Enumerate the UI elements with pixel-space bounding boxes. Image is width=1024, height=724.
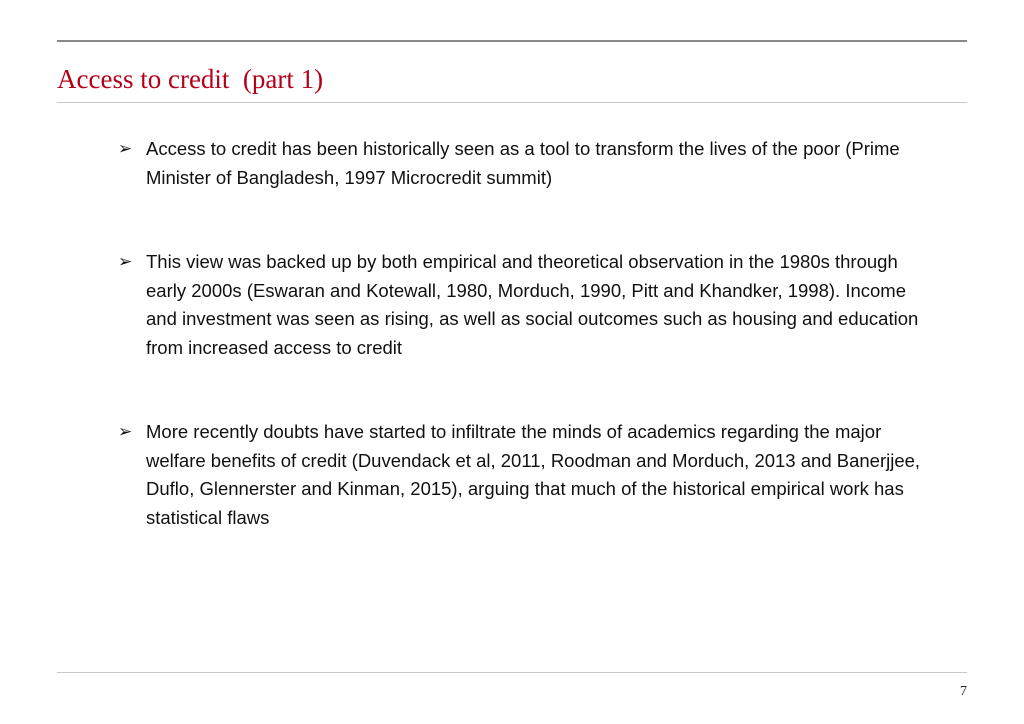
footer-divider bbox=[57, 672, 967, 673]
slide-title: Access to credit (part 1) bbox=[57, 64, 324, 94]
title-divider bbox=[57, 102, 967, 103]
bullet-item-1 bbox=[118, 135, 938, 192]
bullet-item-3 bbox=[118, 418, 938, 532]
arrowhead-bullet-icon: ➢ bbox=[118, 252, 133, 271]
bullet-item-2 bbox=[118, 248, 938, 362]
bullet-text-3: More recently doubts have started to infiltrate the minds of academics regarding the major welfare benefits of credit (Duvendack et al, 2011, Roodman and Morduch, 2013 and Banerjjee, Duflo, Glennerster and Kinman, 2015), arguing that much of the historical empirical work has statistical flaws bbox=[146, 421, 921, 528]
bullet-text-2: This view was backed up by both empirical and theoretical observation in the 1980s through early 2000s (Eswaran and Kotewall, 1980, Morduch, 1990, Pitt and Khandker, 1998). Income and investment was seen as rising, as well as social outcomes such as housing and education from increased access to credit bbox=[146, 251, 919, 358]
page-number: 7 bbox=[960, 684, 967, 699]
bullet-spacer bbox=[118, 192, 938, 248]
arrowhead-bullet-icon: ➢ bbox=[118, 422, 133, 441]
bullet-spacer bbox=[118, 362, 938, 418]
bullet-text-1: Access to credit has been historically seen as a tool to transform the lives of the poor (Prime Minister of Bangladesh, 1997 Microcredit summit) bbox=[146, 138, 900, 188]
arrowhead-bullet-icon: ➢ bbox=[118, 139, 133, 158]
bullet-list bbox=[118, 135, 938, 532]
top-divider bbox=[57, 40, 967, 42]
